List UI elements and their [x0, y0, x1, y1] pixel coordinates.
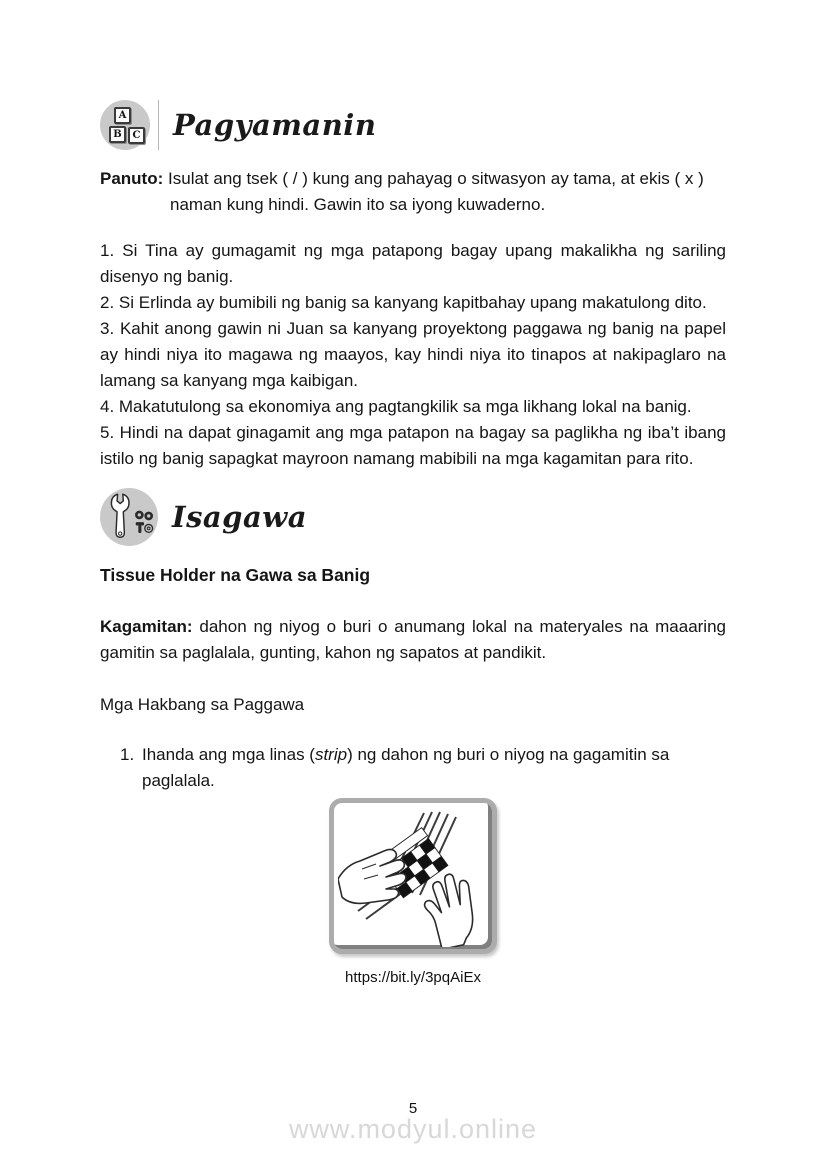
- statement-list: [100, 238, 726, 472]
- statement-item-1: 1. Si Tina ay gumagamit ng mga patapong bagay upang makalikha ng sariling disenyo ng banig.: [100, 241, 726, 286]
- step-number: 1.: [120, 745, 135, 764]
- illustration-frame: [329, 798, 497, 954]
- panuto-text: Isulat ang tsek ( / ) kung ang pahayag o sitwasyon ay tama, at ekis ( x ) naman kung hindi. Gawin ito sa iyong kuwaderno.: [168, 169, 704, 214]
- letter-block-b: B: [109, 126, 126, 143]
- wrench-tools-icon: [100, 488, 158, 546]
- weaving-figure: [100, 798, 726, 991]
- kagamitan-text: dahon ng niyog o buri o anumang lokal na materyales na maaaring gamitin sa paglalala, gunting, kahon ng sapatos at pandikit.: [100, 617, 726, 662]
- letter-block-a: A: [114, 107, 131, 124]
- header-divider: [158, 100, 159, 150]
- materials-paragraph: [100, 614, 726, 666]
- statement-item-3: 3. Kahit anong gawin ni Juan sa kanyang proyektong paggawa ng banig na papel ay hindi niya ito magawa ng maayos, kay hindi niya ito tinapos at nakipaglaro na lamang sa kanyang mga kaibigan.: [100, 319, 726, 390]
- panuto-label: Panuto:: [100, 169, 164, 188]
- watermark: www.modyul.online: [288, 1114, 538, 1144]
- weaving-hands-image: [338, 807, 488, 947]
- section-title-pagyamanin: Pagyamanin: [173, 108, 377, 142]
- statement-item-4: 4. Makatutulong sa ekonomiya ang pagtangkilik sa mga likhang lokal na banig.: [100, 397, 692, 416]
- image-caption: https://bit.ly/3pqAiEx: [345, 969, 481, 986]
- step-text: [142, 742, 726, 794]
- section-title-isagawa: Isagawa: [172, 500, 308, 534]
- panuto-paragraph: [100, 166, 726, 218]
- step-text-before: Ihanda ang mga linas (: [142, 745, 315, 764]
- section-header-pagyamanin: [100, 100, 726, 150]
- steps-heading: Mga Hakbang sa Paggawa: [100, 695, 305, 714]
- section-header-isagawa: [100, 488, 726, 546]
- step-item-1: [100, 742, 726, 794]
- step-text-italic: strip: [314, 745, 348, 764]
- step-text-after: ) ng dahon ng buri o niyog na gagamitin sa paglalala.: [142, 745, 670, 790]
- statement-item-5: 5. Hindi na dapat ginagamit ang mga patapon na bagay sa paglikha ng iba’t ibang istilo ng banig sapagkat mayroon namang mabibili na mga kagamitan para rito.: [100, 423, 726, 468]
- abc-blocks-icon: [100, 100, 150, 150]
- letter-block-c: C: [128, 127, 145, 144]
- statement-item-2: 2. Si Erlinda ay bumibili ng banig sa kanyang kapitbahay upang makatulong dito.: [100, 293, 707, 312]
- activity-title: Tissue Holder na Gawa sa Banig: [100, 565, 371, 585]
- page-number: 5: [408, 1100, 418, 1117]
- page-content: [0, 100, 826, 991]
- kagamitan-label: Kagamitan:: [100, 617, 193, 636]
